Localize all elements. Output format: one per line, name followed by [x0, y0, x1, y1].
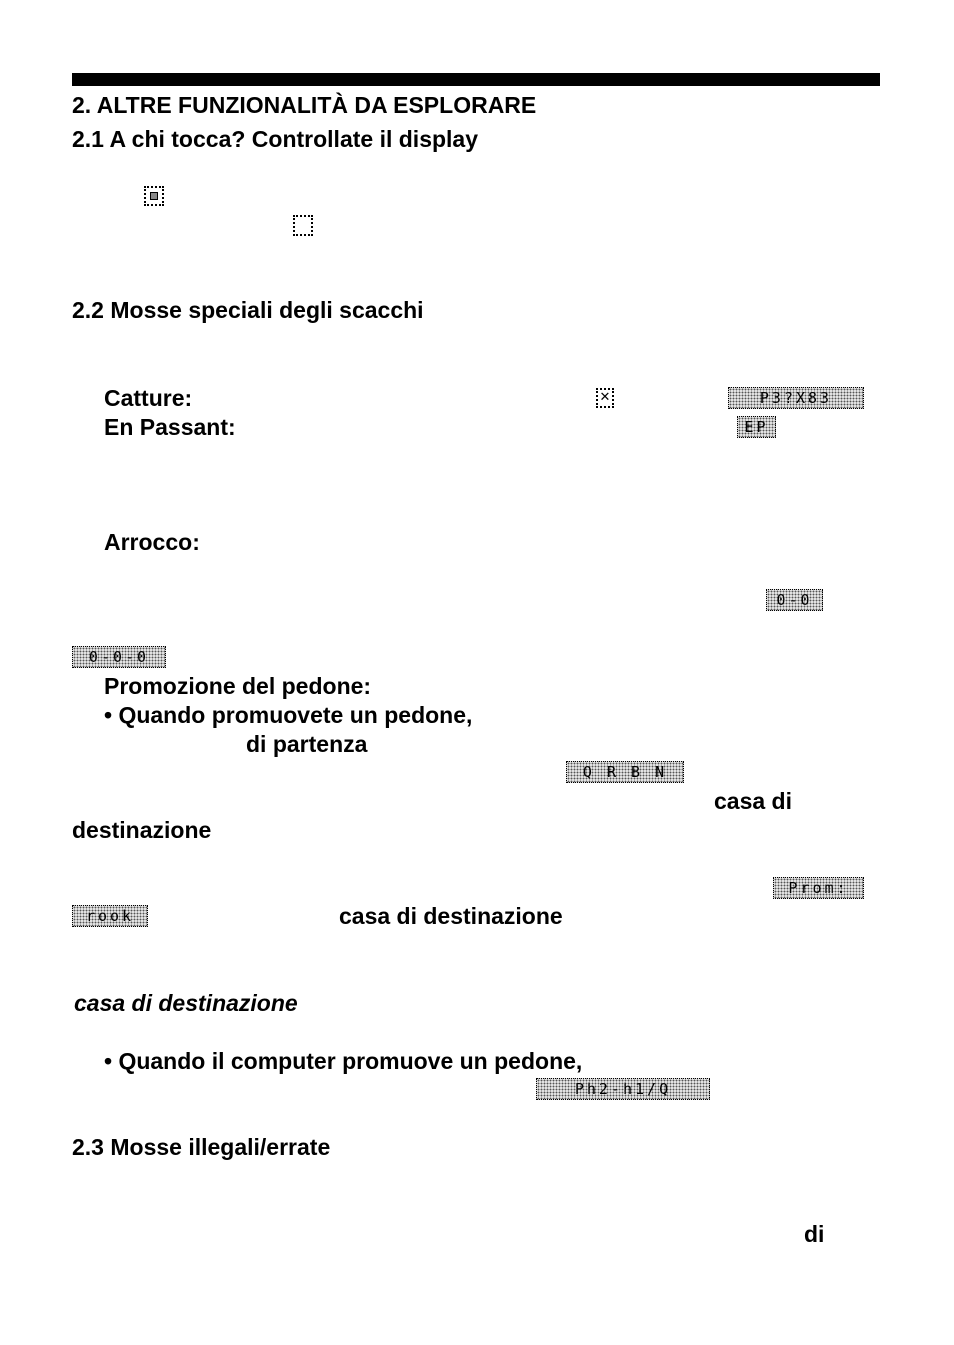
lcd-en-passant-display: EP	[737, 416, 776, 438]
label-promozione: Promozione del pedone:	[104, 673, 372, 699]
section-heading-2-3: 2.3 Mosse illegali/errate	[72, 1134, 331, 1160]
bullet-user-promotion: • Quando promuovete un pedone,	[104, 702, 473, 728]
capture-cross-icon	[596, 388, 614, 408]
filled-square-indicator-icon	[144, 186, 164, 206]
text-casa-di-destinazione: casa di destinazione	[339, 903, 563, 929]
text-di: di	[804, 1221, 825, 1247]
lcd-rook-display: rook	[72, 905, 148, 927]
empty-square-indicator-icon	[293, 215, 313, 236]
lcd-short-castle-display: 0-0	[766, 589, 823, 611]
text-destinazione: destinazione	[72, 817, 212, 843]
section-heading-2: 2. ALTRE FUNZIONALITÀ DA ESPLORARE	[72, 92, 537, 118]
lcd-long-castle-display: 0-0-0	[72, 646, 166, 668]
label-en-passant: En Passant:	[104, 414, 236, 440]
section-heading-2-1: 2.1 A chi tocca? Controllate il display	[72, 126, 479, 152]
text-casa-di: casa di	[714, 788, 792, 814]
top-rule	[72, 73, 880, 86]
text-di-partenza: di partenza	[246, 731, 368, 757]
text-casa-di-destinazione-italic: casa di destinazione	[74, 990, 298, 1016]
section-heading-2-2: 2.2 Mosse speciali degli scacchi	[72, 297, 424, 323]
label-arrocco: Arrocco:	[104, 529, 200, 555]
lcd-capture-display: P3?X83	[728, 387, 864, 409]
bullet-computer-promotion: • Quando il computer promuove un pedone,	[104, 1048, 583, 1074]
label-catture: Catture:	[104, 385, 193, 411]
lcd-promotion-pieces-display: Q R B N	[566, 761, 684, 783]
lcd-computer-promotion-display: Ph2-h1/Q	[536, 1078, 710, 1100]
lcd-promotion-prefix-display: Prom:	[773, 877, 864, 899]
